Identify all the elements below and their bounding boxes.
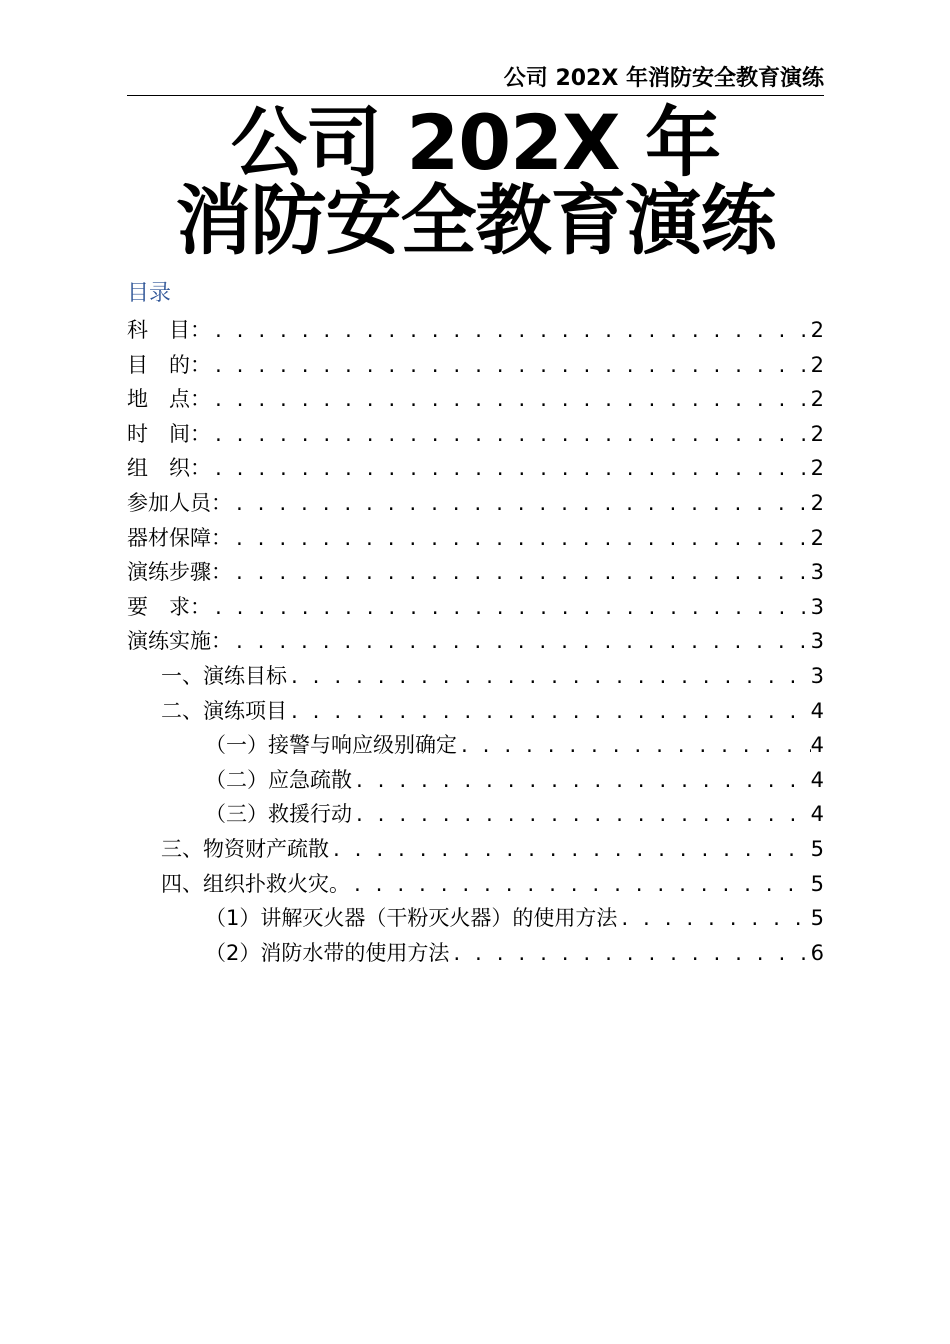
toc-entry-page-number: 2 [810,352,824,377]
toc-entry-page-number: 6 [810,940,824,965]
toc-entry-label: （2）消防水带的使用方法 [205,940,450,965]
toc-entry[interactable] [127,936,824,971]
toc-entry-page-number: 4 [810,767,824,792]
toc-entry[interactable] [127,832,824,867]
title-line-2: 消防安全教育演练 [175,176,776,265]
toc-entry-page-number: 2 [810,421,824,446]
toc-entry-page-number: 4 [810,802,824,827]
toc-dot-leader [211,384,811,419]
toc-dot-leader [449,938,810,973]
running-header: 公司 202X 年消防安全教育演练 [503,66,824,91]
toc-entry[interactable] [127,382,824,417]
toc-entry-page-number: 5 [810,906,824,931]
toc-entry[interactable] [127,624,824,659]
toc-entry[interactable] [127,348,824,383]
toc-entry[interactable] [127,417,824,452]
toc-entry-label: 一、演练目标 [161,663,287,688]
toc-entry[interactable] [127,451,824,486]
toc-entry-label: 地 点： [127,387,211,412]
toc-entry-label: 三、物资财产疏散 [161,836,329,861]
toc-entry-label: 科 目： [127,318,211,342]
toc-dot-leader [211,419,811,454]
toc-dot-leader [211,453,811,488]
toc-dot-leader [287,661,811,696]
toc-entry-label: （三）救援行动 [205,802,352,827]
toc-entry-page-number: 2 [810,490,824,515]
toc-entry-page-number: 5 [810,871,824,896]
toc-entry[interactable] [127,659,824,694]
toc-entry[interactable] [127,555,824,590]
toc-dot-leader [617,903,810,938]
toc-entry-label: 演练实施： [127,629,232,654]
toc-entry[interactable] [127,797,824,832]
toc-entry[interactable] [127,521,824,556]
toc-dot-leader [350,869,811,904]
toc-dot-leader [287,696,811,731]
toc-dot-leader [329,834,811,869]
toc-dot-leader [352,799,811,834]
toc-entry-label: （二）应急疏散 [205,767,352,792]
toc-entry-label: （1）讲解灭火器（干粉灭火器）的使用方法 [205,906,618,931]
toc-entry-label: 要 求： [127,594,211,619]
toc-entry-label: 四、组织扑救火灾。 [161,871,350,896]
toc-dot-leader [211,350,811,385]
toc-entry-label: 组 织： [127,456,211,481]
toc-entry-page-number: 3 [810,629,824,654]
toc-entry-label: 器材保障： [127,525,232,550]
toc-entry[interactable] [127,486,824,521]
toc-dot-leader [352,765,811,800]
toc-entry-page-number: 4 [810,733,824,758]
toc-dot-leader [211,315,811,350]
toc-entry-page-number: 4 [810,698,824,723]
toc-entry[interactable] [127,313,824,348]
toc-entry-label: 参加人员： [127,490,232,515]
toc-dot-leader [211,592,811,627]
toc-entry-page-number: 2 [810,525,824,550]
table-of-contents [127,313,824,970]
toc-entry-page-number: 2 [810,318,824,342]
header-rule [127,95,824,96]
toc-entry-page-number: 3 [810,560,824,585]
toc-entry-label: 时 间： [127,421,211,446]
toc-dot-leader [232,626,811,661]
toc-entry-page-number: 2 [810,387,824,412]
toc-entry-label: 演练步骤： [127,560,232,585]
title-line-1: 公司 202X 年 [230,98,721,187]
toc-entry[interactable] [127,867,824,902]
toc-entry-label: 二、演练项目 [161,698,287,723]
toc-entry[interactable] [127,694,824,729]
toc-dot-leader [232,523,811,558]
toc-entry-label: （一）接警与响应级别确定 [205,733,457,758]
document-title [127,98,824,265]
toc-entry[interactable] [127,728,824,763]
toc-heading: 目录 [127,281,172,306]
toc-entry[interactable] [127,590,824,625]
toc-entry-page-number: 2 [810,456,824,481]
toc-entry-label: 目 的： [127,352,211,377]
toc-dot-leader [232,488,811,523]
toc-entry-page-number: 3 [810,594,824,619]
toc-entry[interactable] [127,763,824,798]
toc-dot-leader [457,730,811,765]
toc-entry-page-number: 5 [810,836,824,861]
toc-dot-leader [232,557,811,592]
toc-entry-page-number: 3 [810,663,824,688]
toc-entry[interactable] [127,901,824,936]
